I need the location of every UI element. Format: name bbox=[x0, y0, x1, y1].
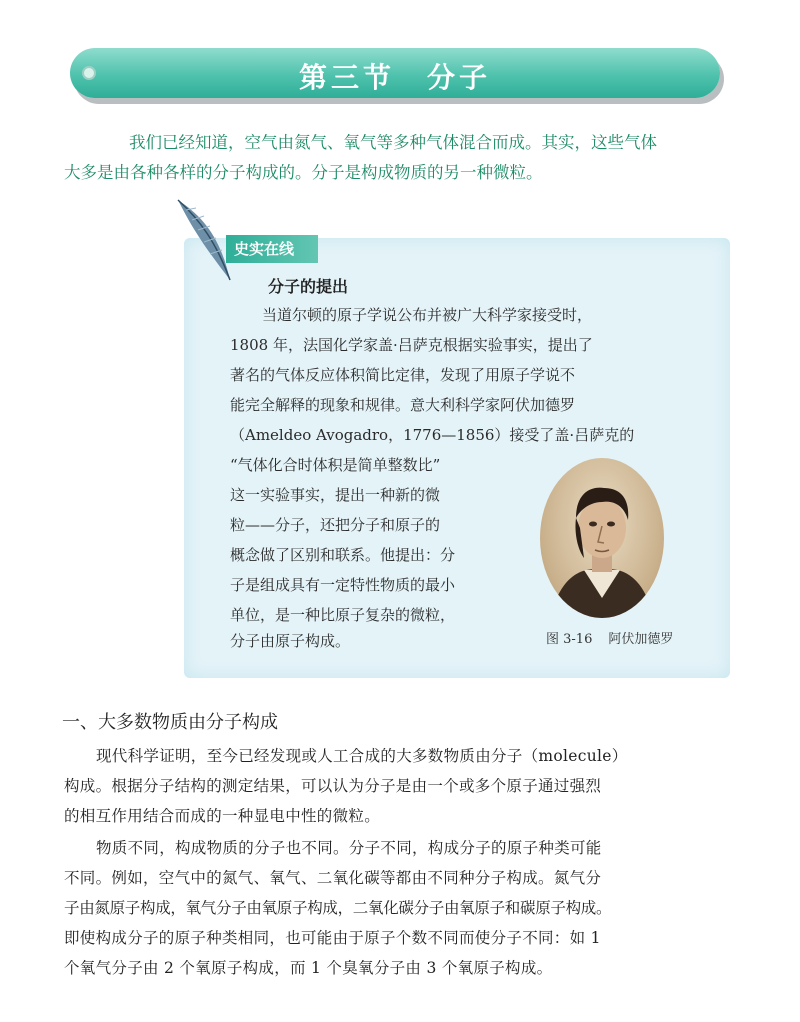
history-line: 分子由原子构成。 bbox=[230, 632, 351, 650]
history-line: 单位，是一种比原子复杂的微粒， bbox=[230, 606, 456, 624]
intro-line: 我们已经知道，空气由氮气、氧气等多种气体混合而成。其实，这些气体 bbox=[129, 133, 657, 152]
history-line: 子是组成具有一定特性物质的最小 bbox=[230, 576, 456, 594]
history-line: （Ameldeo Avogadro，1776—1856）接受了盖·吕萨克的 bbox=[230, 426, 635, 444]
figure-caption bbox=[546, 628, 673, 647]
section-title-banner bbox=[70, 48, 720, 98]
history-line: 当道尔顿的原子学说公布并被广大科学家接受时， bbox=[262, 306, 593, 324]
body-line: 物质不同，构成物质的分子也不同。分子不同，构成分子的原子种类可能 bbox=[96, 839, 602, 857]
body-line: 构成。根据分子结构的测定结果，可以认为分子是由一个或多个原子通过强烈 bbox=[64, 777, 602, 795]
history-line: 概念做了区别和联系。他提出：分 bbox=[230, 546, 456, 564]
figure-caption-text: 阿伏加德罗 bbox=[608, 632, 674, 647]
body-line: 不同。例如，空气中的氮气、氧气、二氧化碳等都由不同种分子构成。氮气分 bbox=[64, 869, 602, 887]
section-heading: 一、大多数物质由分子构成 bbox=[62, 712, 278, 733]
history-line: 粒——分子，还把分子和原子的 bbox=[230, 516, 441, 534]
intro-paragraph bbox=[64, 128, 736, 188]
body-line: 个氧气分子由 2 个氧原子构成，而 1 个臭氧分子由 3 个氧原子构成。 bbox=[64, 959, 553, 977]
history-line: 著名的气体反应体积简比定律，发现了用原子学说不 bbox=[230, 366, 576, 384]
history-tag: 史实在线 bbox=[226, 235, 318, 263]
portrait-illustration bbox=[540, 458, 664, 618]
body-line: 即使构成分子的原子种类相同，也可能由于原子个数不同而使分子不同：如 1 bbox=[64, 929, 601, 947]
body-line: 现代科学证明，至今已经发现或人工合成的大多数物质由分子（molecule） bbox=[96, 747, 628, 765]
body-line: 子由氮原子构成，氧气分子由氧原子构成，二氧化碳分子由氧原子和碳原子构成。 bbox=[64, 899, 612, 917]
history-line: 这一实验事实，提出一种新的微 bbox=[230, 486, 441, 504]
history-line: 1808 年，法国化学家盖·吕萨克根据实验事实，提出了 bbox=[230, 336, 593, 354]
history-line: “气体化合时体积是简单整数比” bbox=[230, 456, 441, 474]
history-line: 能完全解释的现象和规律。意大利科学家阿伏加德罗 bbox=[230, 396, 576, 414]
page-title: 第三节 分子 bbox=[298, 61, 491, 94]
body-line: 的相互作用结合而成的一种显电中性的微粒。 bbox=[64, 807, 381, 825]
intro-line: 大多是由各种各样的分子构成的。分子是构成物质的另一种微粒。 bbox=[64, 163, 543, 182]
history-heading: 分子的提出 bbox=[268, 277, 349, 296]
avogadro-portrait bbox=[540, 458, 664, 618]
figure-number: 图 3-16 bbox=[546, 632, 593, 647]
